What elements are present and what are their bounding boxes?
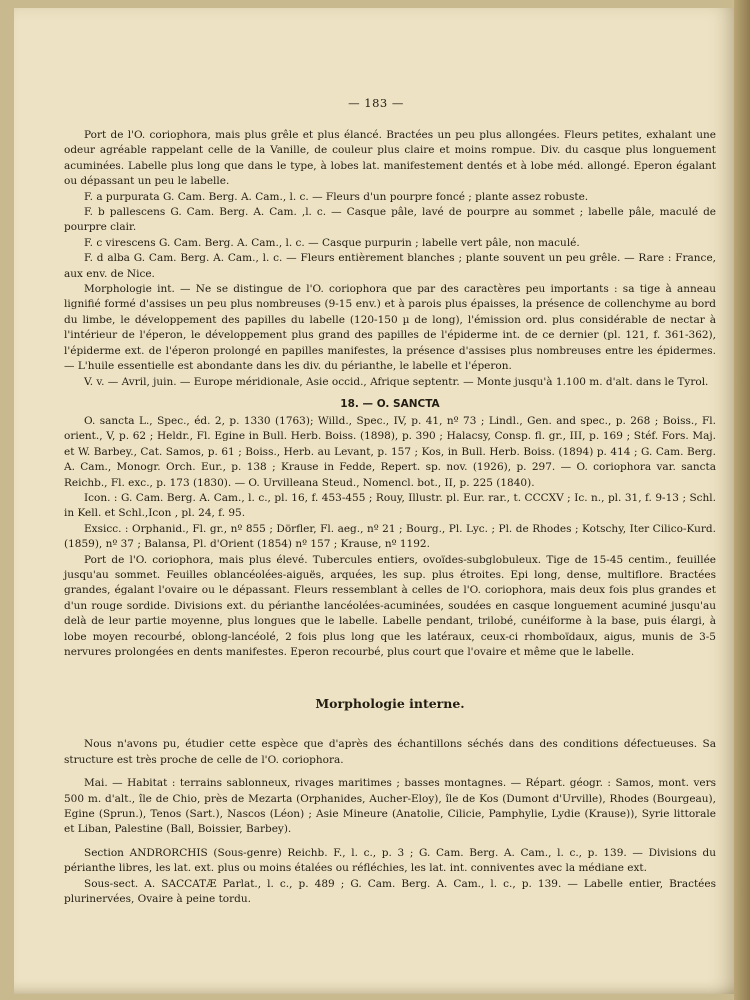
paragraph-form-d: F. d alba G. Cam. Berg. A. Cam., l. c. — Fleurs entièrement blanches ; plante souvent un peu grêle. — Rare : France, aux env. de Nice. <box>64 252 716 280</box>
paragraph-form-c: F. c virescens G. Cam. Berg. A. Cam., l. c. — Casque purpurin ; labelle vert pâle, non maculé. <box>84 236 580 249</box>
paragraph-morphology: Morphologie int. — Ne se distingue de l'O. coriophora que par des caractères peu importants : sa tige à anneau lignifié formé d'assises un peu plus nombreuses (9-15 env.) et à parois plus épaisses, la présence de collenchyme au bord du limbe, le développement des papilles du labelle (120-150 µ de long), l'émission ord. plus considérable de nectar à l'intérieur de l'éperon, le développement plus grand des papilles de l'épiderme int. de ce dernier (pl. 121, f. 361-362), l'épiderme ext. de l'éperon prolongé en papilles manifestes, la présence d'assises plus nombreuses entre les épidermes. — L'huile essentielle est abondante dans les div. du périanthe, le labelle et l'éperon. <box>64 283 716 373</box>
paragraph-synonyms: O. sancta L., Spec., éd. 2, p. 1330 (1763); Willd., Spec., IV, p. 41, nº 73 ; Lindl., Gen. and spec., p. 268 ; Boiss., Fl. orient., V, p. 62 ; Heldr., Fl. Egine in Bull. Herb. Boiss. (1898), p. 390 ; Halacsy, Consp. fl. gr., III, p. 169 ; Stéf. Fors. Maj. et W. Barbey., Cat. Samos, p. 61 ; Boiss., Herb. au Levant, p. 157 ; Kos, in Bull. Herb. Boiss. (1894) p. 414 ; G. Cam. Berg. A. Cam., Monogr. Orch. Eur., p. 138 ; Krause in Fedde, Repert. sp. nov. (1926), p. 297. — O. coriophora var. sancta Reichb., Fl. exc., p. 173 (1830). — O. Urvilleana Steud., Nomencl. bot., II, p. 225 (1840). <box>64 414 716 489</box>
paragraph-form-a: F. a purpurata G. Cam. Berg. A. Cam., l. c. — Fleurs d'un pourpre foncé ; plante assez robuste. <box>84 190 589 203</box>
paragraph-icon: Icon. : G. Cam. Berg. A. Cam., l. c., pl. 16, f. 453-455 ; Rouy, Illustr. pl. Eur. rar., t. CCCXV ; Ic. n., pl. 31, f. 9-13 ; Schl. in Kell. et Schl.,Icon , pl. 24, f. 95. <box>64 491 716 520</box>
book-spine <box>734 0 750 1000</box>
paragraph-internal: Nous n'avons pu, étudier cette espèce que d'après des échantillons séchés dans des conditions défectueuses. Sa structure est très proche de celle de l'O. coriophora. <box>64 738 716 766</box>
paragraph-exsicc: Exsicc. : Orphanid., Fl. gr., nº 855 ; Dörfler, Fl. aeg., nº 21 ; Bourg., Pl. Lyc. ; Pl. de Rhodes ; Kotschy, Iter Cilico-Kurd. (1859), nº 37 ; Balansa, Pl. d'Orient (1854) nº 157 ; Krause, nº 1192. <box>64 522 716 551</box>
paragraph-form-b: F. b pallescens G. Cam. Berg. A. Cam. ,l. c. — Casque pâle, lavé de pourpre au sommet ; labelle pâle, maculé de pourpre clair. <box>64 206 716 234</box>
paragraph-distribution: V. v. — Avril, juin. — Europe méridionale, Asie occid., Afrique septentr. — Monte jusqu'à 1.100 m. d'alt. dans le Tyrol. <box>84 375 709 388</box>
paragraph-subsection-saccatae: Sous-sect. A. SACCATÆ Parlat., l. c., p. 489 ; G. Cam. Berg. A. Cam., l. c., p. 139. — Labelle entier, Bractées plurinervées, Ovaire à peine tordu. <box>64 877 716 906</box>
paragraph-section-androrchis: Section ANDRORCHIS (Sous-genre) Reichb. F., l. c., p. 3 ; G. Cam. Berg. A. Cam., l. c., p. 139. — Divisions du périanthe libres, les lat. ext. plus ou moins étalées ou réfléchies, les lat. int. conniventes avec la médiane ext. <box>64 846 716 875</box>
page-text <box>64 128 716 907</box>
paragraph-port: Port de l'O. coriophora, mais plus grêle et plus élancé. Bractées un peu plus allongées. Fleurs petites, exhalant une odeur agréable rappelant celle de la Vanille, de couleur plus claire et moins rompue. Div. du casque plus longuement acuminées. Labelle plus long que dans le type, à lobes lat. manifestement dentés et à lobe méd. allongé. Eperon égalant ou dépassant un peu le labelle. <box>64 129 716 188</box>
paragraph-habitat: Mai. — Habitat : terrains sablonneux, rivages maritimes ; basses montagnes. — Répart. géogr. : Samos, mont. vers 500 m. d'alt., île de Chio, près de Mezarta (Orphanides, Aucher-Eloy), île de Kos (Dumont d'Urville), Rhodes (Bourgeau), Egine (Sprun.), Tenos (Sart.), Nascos (Léon) ; Asie Mineure (Anatolie, Cilicie, Pamphylie, Lydie (Krause)), Syrie littorale et Liban, Palestine (Ball, Boissier, Barbey). <box>64 777 716 836</box>
section-heading: Morphologie interne. <box>315 696 465 712</box>
species-heading: 18. — O. SANCTA <box>340 397 440 410</box>
book-page <box>14 8 738 994</box>
page-number: — 183 — <box>348 96 404 110</box>
paragraph-description: Port de l'O. coriophora, mais plus élevé. Tubercules entiers, ovoïdes-subglobuleux. Tige de 15-45 centim., feuillée jusqu'au sommet. Feuilles oblancéolées-aiguës, arquées, les sup. plus étroites. Epi long, dense, multiflore. Bractées grandes, égalant l'ovaire ou le dépassant. Fleurs ressemblant à celles de l'O. coriophora, mais deux fois plus grandes et d'un rouge sordide. Divisions ext. du périanthe lancéolées-acuminées, soudées en casque longuement acuminé jusqu'au delà de leur partie moyenne, plus longues que le labelle. Labelle pendant, trilobé, cunéiforme à la base, puis élargi, à lobe moyen recourbé, oblong-lancéolé, 2 fois plus long que les latéraux, ceux-ci rhomboïdaux, aigus, munis de 3-5 nervures prolongées en dents manifestes. Eperon recourbé, plus court que l'ovaire et même que le labelle. <box>64 553 716 658</box>
